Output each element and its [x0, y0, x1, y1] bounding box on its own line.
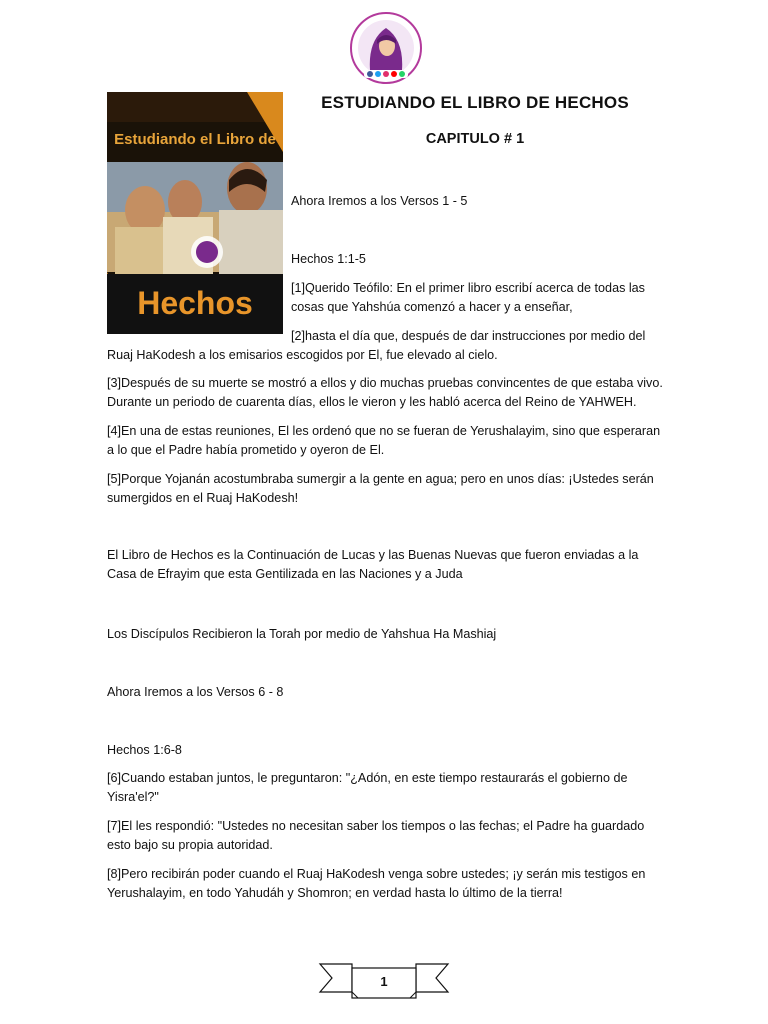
study-note-2: Los Discípulos Recibieron la Torah por medio de Yahshua Ha Mashiaj — [107, 627, 497, 641]
scripture-reference-1: Hechos 1:1-5 — [291, 252, 366, 266]
cover-title-line2: Hechos — [137, 285, 253, 321]
verse-7: [7]El les respondió: "Ustedes no necesitan saber los tiempos o las fechas; el Padre ha guardado esto bajo su propia autoridad. — [107, 819, 645, 852]
section-intro-1: Ahora Iremos a los Versos 1 - 5 — [291, 194, 468, 208]
verse-5: [5]Porque Yojanán acostumbraba sumergir a la gente en agua; pero en unos días: ¡Ustedes serán sumergidos en el Ruaj HaKodesh! — [107, 472, 654, 505]
book-cover-image — [107, 92, 283, 334]
verse-6: [6]Cuando estaban juntos, le preguntaron: "¿Adón, en este tiempo restaurarás el gobierno de Yisra'el?" — [107, 771, 628, 804]
verse-1-line-1: [1]Querido Teófilo: En el primer libro escribí acerca de todas las — [291, 281, 645, 295]
cover-title-line1: Estudiando el Libro de — [114, 131, 276, 148]
verse-3: [3]Después de su muerte se mostró a ellos y dio muchas pruebas convincentes de que estaba vivo. Durante un periodo de cuarenta días, ellos le vieron y les habló acerca del Reino de YAHWEH. — [107, 376, 663, 409]
verse-2-line-2: Ruaj HaKodesh a los emisarios escogidos por El, fue elevado al cielo. — [107, 348, 498, 362]
page-number: 1 — [380, 974, 388, 989]
study-note-1: El Libro de Hechos es la Continuación de Lucas y las Buenas Nuevas que fueron enviadas a la Casa de Efrayim que esta Gentilizada en las Naciones y a Juda — [107, 548, 639, 581]
ministry-logo-woman-purple-icon — [340, 10, 432, 90]
verse-8: [8]Pero recibirán poder cuando el Ruaj HaKodesh venga sobre ustedes; ¡y serán mis testigos en Yerushalayim, en todo Yahudáh y Shomron; en verdad hasta lo último de la tierra! — [107, 867, 646, 900]
scripture-reference-2: Hechos 1:6-8 — [107, 743, 182, 757]
verse-1-line-2: cosas que Yahshúa comenzó a hacer y a enseñar, — [291, 300, 573, 314]
chapter-heading: CAPITULO # 1 — [425, 131, 525, 147]
section-intro-2: Ahora Iremos a los Versos 6 - 8 — [107, 685, 284, 699]
verse-4: [4]En una de estas reuniones, El les ordenó que no se fueran de Yerushalayim, sino que esperaran a lo que el Padre había prometido y oyeron de El. — [107, 424, 661, 457]
ministry-logo — [340, 10, 432, 90]
verse-2-line-1: [2]hasta el día que, después de dar instrucciones por medio del — [291, 329, 646, 343]
page-title: ESTUDIANDO EL LIBRO DE HECHOS — [321, 93, 629, 112]
